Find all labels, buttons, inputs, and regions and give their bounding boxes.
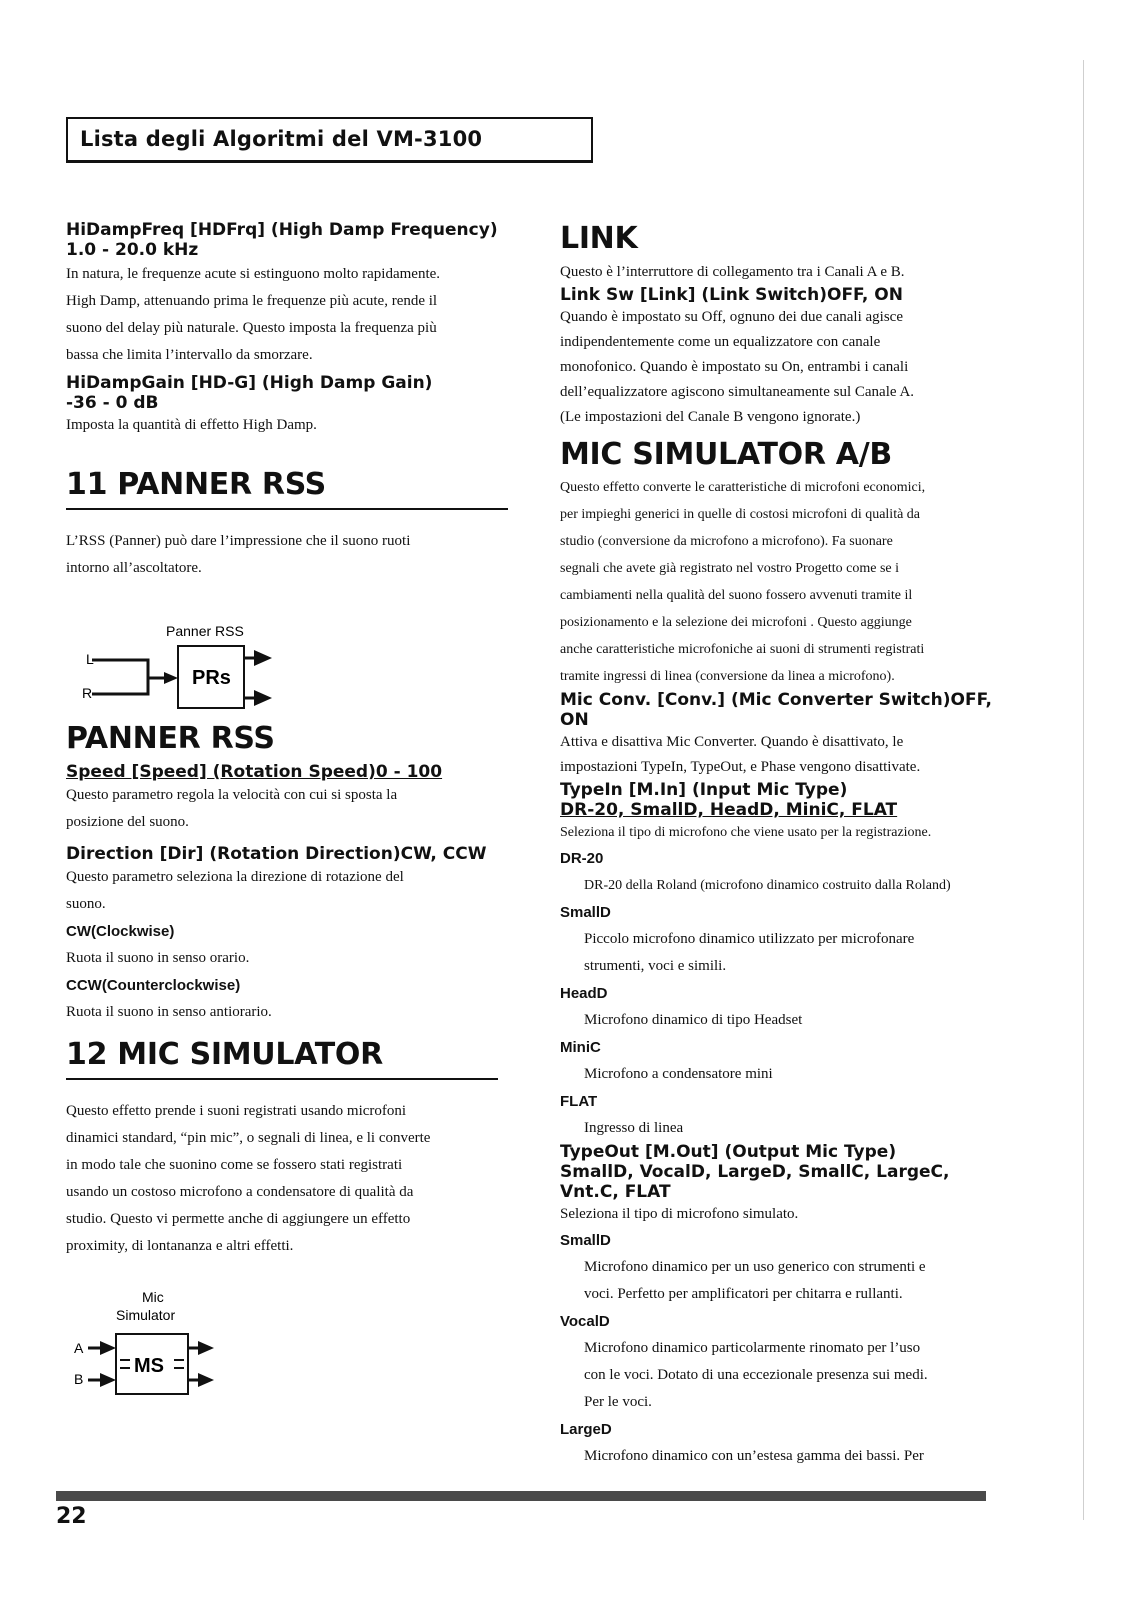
typeout-option-text: Microfono dinamico con un’estesa gamma dei bassi. Per	[584, 1448, 924, 1464]
typein-option-name: HeadD	[560, 985, 608, 1002]
link-line: dell’equalizzatore agiscono simultaneamente sul Canale A.	[560, 384, 915, 400]
typeout-option-name: VocalD	[560, 1313, 610, 1330]
ms-box-label: MS	[134, 1355, 164, 1377]
typein-option-name: MiniC	[560, 1039, 601, 1056]
typeout-values: Vnt.C, FLAT	[560, 1182, 671, 1202]
page-header-title: Lista degli Algoritmi del VM-3100	[80, 127, 483, 151]
hidampfreq-line: bassa che limita l’intervallo da smorzare.	[66, 347, 313, 363]
typein-option-text: Piccolo microfono dinamico utilizzato per microfonare	[584, 931, 915, 947]
header-box	[66, 117, 593, 163]
link-param: Link Sw [Link] (Link Switch)OFF, ON	[560, 285, 903, 305]
mic-intro-line: studio. Questo vi permette anche di aggiungere un effetto	[66, 1211, 411, 1227]
micsim-line: segnali che avete già registrato nel vostro Progetto come se i	[560, 561, 900, 576]
link-line: (Le impostazioni del Canale B vengono ignorate.)	[560, 409, 861, 425]
mic-input-a: A	[74, 1340, 84, 1356]
mic-input-b: B	[74, 1371, 84, 1387]
typein-option-text: Microfono a condensatore mini	[584, 1066, 773, 1082]
micconv-line: impostazioni TypeIn, TypeOut, e Phase vengono disattivate.	[560, 759, 921, 775]
micsim-line: studio (conversione da microfono a microfono). Fa suonare	[560, 534, 893, 549]
section-title-panner: 11 PANNER RSS	[66, 466, 508, 510]
ccw-label: CCW(Counterclockwise)	[66, 977, 241, 994]
mic-intro-line: in modo tale che suonino come se fossero stati registrati	[66, 1157, 403, 1173]
typeout-option-text: Microfono dinamico per un uso generico con strumenti e	[584, 1259, 926, 1275]
panner-rss-title: PANNER RSS	[66, 721, 275, 756]
micsim-line: Questo effetto converte le caratteristiche di microfoni economici,	[560, 480, 926, 495]
prs-box-label: PRs	[192, 667, 231, 689]
direction-line: Questo parametro seleziona la direzione di rotazione del	[66, 869, 404, 885]
link-title: LINK	[560, 221, 638, 256]
micconv-title: Mic Conv. [Conv.] (Mic Converter Switch)OFF, ON	[560, 690, 992, 730]
typeout-option-text: con le voci. Dotato di una eccezionale presenza sui medi.	[584, 1367, 928, 1383]
panner-intro-line: L’RSS (Panner) può dare l’impressione che il suono ruoti	[66, 533, 411, 549]
typein-option-text: strumenti, voci e simili.	[584, 958, 727, 974]
left-column	[66, 220, 516, 1410]
mic-diagram-label1: Mic	[142, 1289, 164, 1305]
panner-diagram-svg	[66, 590, 366, 710]
typeout-values: SmallD, VocalD, LargeD, SmallC, LargeC,	[560, 1162, 950, 1182]
panner-input-r: R	[82, 685, 93, 701]
hidampgain-range: -36 - 0 dB	[66, 393, 159, 413]
mic-intro-line: Questo effetto prende i suoni registrati usando microfoni	[66, 1103, 407, 1119]
panner-diagram	[66, 590, 516, 710]
page-number: 22	[56, 1504, 87, 1529]
typeout-title: TypeOut [M.Out] (Output Mic Type)	[560, 1142, 897, 1162]
scan-edge-line	[1083, 60, 1084, 1520]
hidampgain-line: Imposta la quantità di effetto High Damp.	[66, 417, 317, 433]
typein-option-name: DR-20	[560, 850, 604, 867]
speed-line: posizione del suono.	[66, 814, 189, 830]
footer-bar	[56, 1491, 986, 1501]
right-column	[560, 220, 1020, 1470]
link-line: monofonico. Quando è impostato su On, entrambi i canali	[560, 359, 909, 375]
mic-intro-line: dinamici standard, “pin mic”, o segnali di linea, e li converte	[66, 1130, 431, 1146]
link-line: Quando è impostato su Off, ognuno dei due canali agisce	[560, 309, 903, 325]
micsim-line: anche caratteristiche microfoniche ai suoni di strumenti registrati	[560, 642, 925, 657]
speed-line: Questo parametro regola la velocità con cui si sposta la	[66, 787, 398, 803]
typein-option-text: DR-20 della Roland (microfono dinamico costruito dalla Roland)	[584, 878, 951, 893]
hidampgain-title: HiDampGain [HD-G] (High Damp Gain)	[66, 373, 433, 393]
typeout-option-name: LargeD	[560, 1421, 612, 1438]
mic-diagram-label2: Simulator	[116, 1307, 176, 1323]
direction-title: Direction [Dir] (Rotation Direction)CW, CCW	[66, 844, 487, 864]
micsim-line: tramite ingressi di linea (conversione da linea a microfono).	[560, 669, 895, 684]
speed-title: Speed [Speed] (Rotation Speed)0 - 100	[66, 762, 443, 782]
typein-values: DR-20, SmallD, HeadD, MiniC, FLAT	[560, 800, 898, 820]
typein-title: TypeIn [M.In] (Input Mic Type)	[560, 780, 848, 800]
section-title-mic: 12 MIC SIMULATOR	[66, 1036, 498, 1080]
link-intro: Questo è l’interruttore di collegamento tra i Canali A e B.	[560, 264, 905, 280]
hidampgain-block	[66, 373, 516, 438]
cw-text: Ruota il suono in senso orario.	[66, 950, 250, 966]
hidampfreq-block	[66, 220, 516, 369]
typein-desc: Seleziona il tipo di microfono che viene usato per la registrazione.	[560, 825, 932, 840]
micsim-title: MIC SIMULATOR A/B	[560, 437, 892, 472]
typeout-option-text: Microfono dinamico particolarmente rinomato per l’uso	[584, 1340, 921, 1356]
typeout-desc: Seleziona il tipo di microfono simulato.	[560, 1206, 799, 1222]
typein-option-text: Ingresso di linea	[584, 1120, 684, 1136]
link-line: indipendentemente come un equalizzatore con canale	[560, 334, 881, 350]
hidampfreq-line: In natura, le frequenze acute si estinguono molto rapidamente.	[66, 266, 441, 282]
panner-intro-line: intorno all’ascoltatore.	[66, 560, 202, 576]
hidampfreq-line: suono del delay più naturale. Questo imposta la frequenza più	[66, 320, 437, 336]
typein-option-text: Microfono dinamico di tipo Headset	[584, 1012, 803, 1028]
panner-diagram-label: Panner RSS	[166, 623, 244, 639]
typein-option-name: SmallD	[560, 904, 611, 921]
micsim-line: cambiamenti nella qualità del suono fossero avvenuti tramite il	[560, 588, 913, 603]
hidampfreq-range: 1.0 - 20.0 kHz	[66, 240, 199, 260]
mic-diagram-svg	[66, 1280, 366, 1410]
hidampfreq-title: HiDampFreq [HDFrq] (High Damp Frequency)	[66, 220, 498, 240]
cw-label: CW(Clockwise)	[66, 923, 175, 940]
micsim-line: posizionamento e la selezione dei microfoni . Questo aggiunge	[560, 615, 912, 630]
ccw-text: Ruota il suono in senso antiorario.	[66, 1004, 272, 1020]
mic-diagram	[66, 1280, 516, 1410]
panner-input-l: L	[86, 651, 94, 667]
hidampfreq-line: High Damp, attenuando prima le frequenze più acute, rende il	[66, 293, 438, 309]
micsim-line: per impieghi generici in quelle di costosi microfoni di qualità da	[560, 507, 921, 522]
typeout-option-text: Per le voci.	[584, 1394, 652, 1410]
typein-option-name: FLAT	[560, 1093, 598, 1110]
typeout-option-name: SmallD	[560, 1232, 611, 1249]
mic-intro-line: proximity, di lontananza e altri effetti.	[66, 1238, 294, 1254]
typeout-option-text: voci. Perfetto per amplificatori per chitarra e rullanti.	[584, 1286, 903, 1302]
micconv-line: Attiva e disattiva Mic Converter. Quando è disattivato, le	[560, 734, 904, 750]
mic-intro-line: usando un costoso microfono a condensatore di qualità da	[66, 1184, 414, 1200]
direction-line: suono.	[66, 896, 106, 912]
